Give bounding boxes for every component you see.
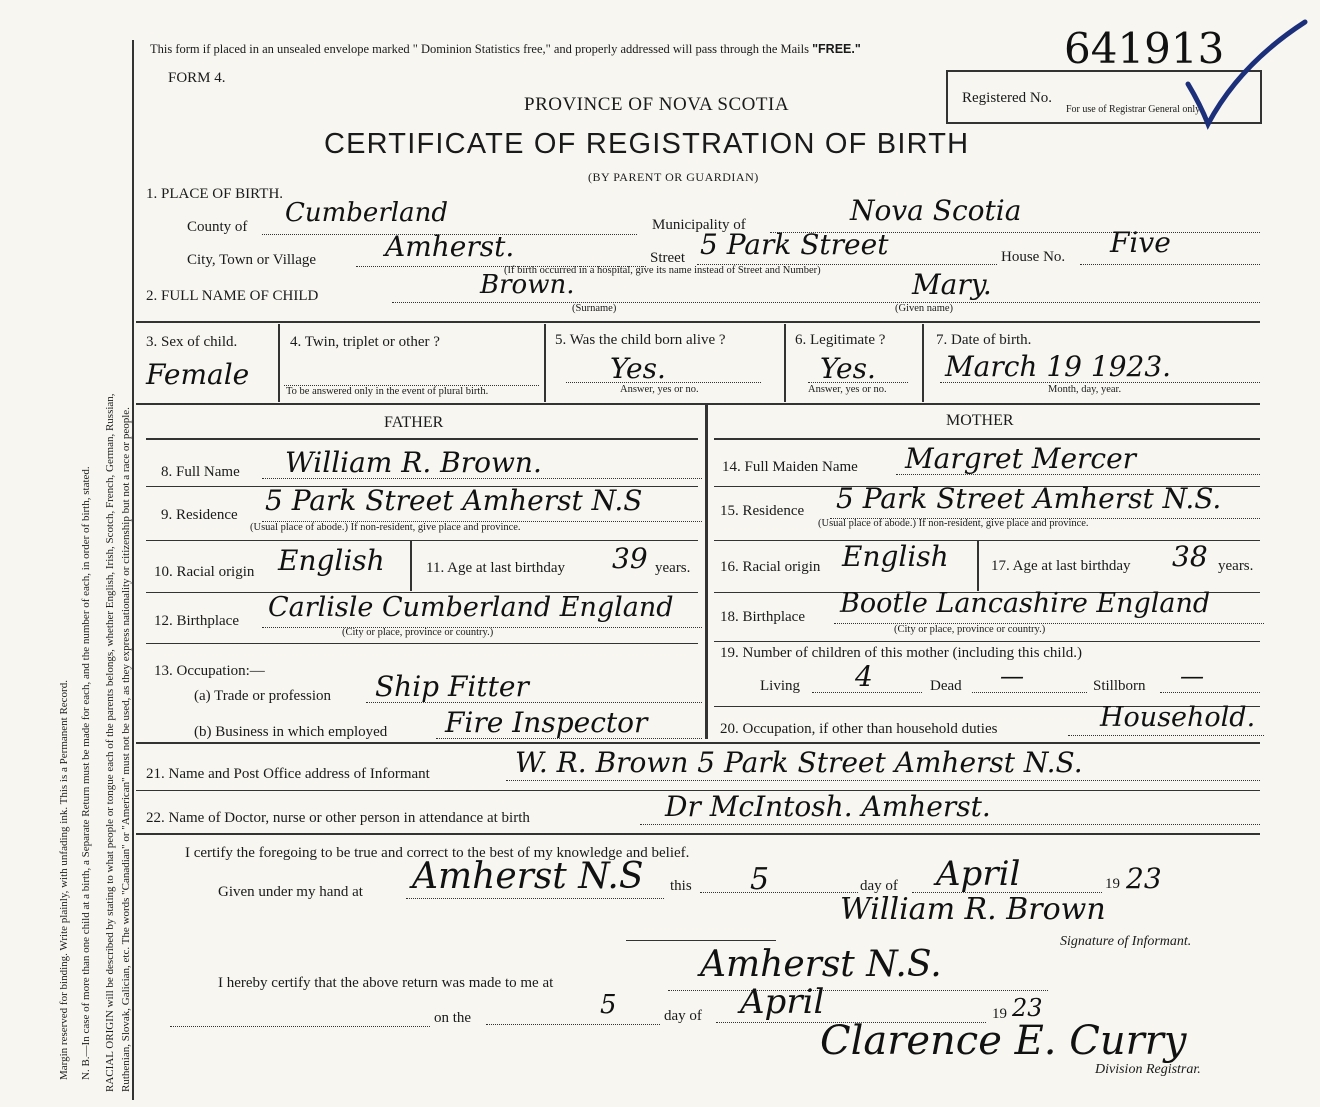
- mother-race-label: 16. Racial origin: [720, 559, 821, 575]
- father-business-value: Fire Inspector: [445, 706, 648, 739]
- registrar-signature: Clarence E. Curry: [820, 1018, 1187, 1064]
- year-value: 23: [1126, 862, 1162, 895]
- father-business-label: (b) Business in which employed: [194, 724, 388, 740]
- legitimate-value: Yes.: [820, 352, 876, 385]
- dob-label: 7. Date of birth.: [936, 332, 1032, 348]
- mother-occupation-line: [1068, 735, 1264, 736]
- short-rule: [626, 940, 776, 941]
- alive-note: Answer, yes or no.: [620, 384, 699, 395]
- margin-note-4: Ruthenian, Slovak, Galician, etc. The words "Canadian" or "American" must not be used, as they express nationality or citizenship but not a race or people.: [120, 407, 132, 1092]
- father-residence-value: 5 Park Street Amherst N.S: [265, 484, 643, 517]
- given-under-label: Given under my hand at: [218, 884, 363, 900]
- row-divider: [714, 641, 1260, 642]
- col-divider: [977, 541, 979, 591]
- reg-year-value: 23: [1012, 994, 1043, 1022]
- father-race-label: 10. Racial origin: [154, 564, 255, 580]
- mother-race-value: English: [842, 540, 949, 573]
- registrar-caption: Division Registrar.: [1095, 1062, 1201, 1077]
- child-surname-value: Brown.: [480, 270, 575, 300]
- city-label: City, Town or Village: [187, 252, 317, 268]
- row-divider: [146, 643, 698, 644]
- given-place-value: Amherst N.S: [412, 856, 644, 897]
- col-divider: [410, 541, 412, 591]
- mother-years-label: years.: [1218, 558, 1254, 574]
- margin-notes: [10, 0, 130, 1107]
- doctor-line: [640, 824, 1260, 825]
- living-value: 4: [855, 660, 873, 693]
- sex-label: 3. Sex of child.: [146, 334, 238, 350]
- living-label: Living: [760, 678, 800, 694]
- col-divider: [544, 324, 546, 402]
- stillborn-value: —: [1180, 662, 1204, 690]
- given-place-line: [406, 898, 664, 899]
- mother-residence-value: 5 Park Street Amherst N.S.: [836, 482, 1222, 515]
- doctor-label: 22. Name of Doctor, nurse or other person in attendance at birth: [146, 810, 530, 826]
- child-name-label: 2. FULL NAME OF CHILD: [146, 288, 319, 304]
- registrar-place-value: Amherst N.S.: [700, 944, 942, 985]
- mother-age-label: 17. Age at last birthday: [991, 558, 1131, 574]
- father-name-label: 8. Full Name: [161, 464, 240, 480]
- dob-value: March 19 1923.: [945, 350, 1172, 383]
- this-label: this: [670, 878, 692, 894]
- mother-heading: MOTHER: [946, 412, 1014, 429]
- mother-name-value: Margret Mercer: [905, 442, 1137, 475]
- row-divider: [146, 540, 698, 541]
- mother-residence-label: 15. Residence: [720, 503, 805, 519]
- mother-name-label: 14. Full Maiden Name: [722, 459, 858, 475]
- house-label: House No.: [1001, 249, 1066, 265]
- twin-label: 4. Twin, triplet or other ?: [290, 334, 440, 350]
- twin-note: To be answered only in the event of plural birth.: [286, 386, 489, 397]
- col-divider: [278, 324, 280, 402]
- row-divider: [136, 833, 1260, 835]
- legitimate-note: Answer, yes or no.: [808, 384, 887, 395]
- father-age-label: 11. Age at last birthday: [426, 560, 565, 576]
- street-value: 5 Park Street: [700, 228, 889, 261]
- informant-label: 21. Name and Post Office address of Informant: [146, 766, 430, 782]
- registrar-statement: I hereby certify that the above return was made to me at: [218, 975, 554, 991]
- margin-note-2: N. B.—In case of more than one child at a birth, a Separate Return must be made for each, and the number of each, in order of birth, stated.: [80, 466, 92, 1080]
- father-residence-label: 9. Residence: [161, 507, 238, 523]
- alive-label: 5. Was the child born alive ?: [555, 332, 726, 348]
- house-line: [1080, 264, 1260, 265]
- father-birthplace-note: (City or place, province or country.): [342, 627, 494, 638]
- margin-rule: [132, 40, 134, 1100]
- mother-occupation-label: 20. Occupation, if other than household duties: [720, 721, 998, 737]
- informant-signature: William R. Brown: [840, 892, 1106, 927]
- reg-month-value: April: [740, 982, 825, 1022]
- father-heading: FATHER: [384, 414, 444, 431]
- stillborn-line: [1160, 692, 1260, 693]
- mother-residence-note: (Usual place of abode.) If non-resident, give place and province.: [818, 518, 1089, 529]
- day-of-label: day of: [860, 878, 898, 894]
- house-value: Five: [1110, 226, 1171, 259]
- mail-note: This form if placed in an unsealed envelope marked " Dominion Statistics free," and properly addressed will pass through the Mails "FREE.": [150, 42, 861, 56]
- registrar-date-lead-line: [170, 1026, 430, 1027]
- day-value: 5: [750, 862, 770, 897]
- mother-children-label: 19. Number of children of this mother (including this child.): [720, 645, 1083, 661]
- reg-day-of-label: day of: [664, 1008, 702, 1024]
- reg-day-line: [486, 1024, 660, 1025]
- father-trade-value: Ship Fitter: [375, 670, 529, 703]
- child-given-value: Mary.: [912, 268, 992, 301]
- father-residence-note: (Usual place of abode.) If non-resident, give place and province.: [250, 522, 521, 533]
- margin-note-3: RACIAL ORIGIN will be described by stating to what people or tongue each of the parents belongs, whether English, Irish, Scotch, French, German, Russian,: [104, 393, 116, 1092]
- father-name-value: William R. Brown.: [285, 446, 542, 479]
- row-divider: [136, 742, 1260, 744]
- father-occupation-label: 13. Occupation:—: [154, 663, 265, 679]
- dob-note: Month, day, year.: [1048, 384, 1122, 395]
- legitimate-label: 6. Legitimate ?: [795, 332, 886, 348]
- city-value: Amherst.: [385, 230, 515, 263]
- surname-note: (Surname): [572, 303, 617, 314]
- dead-label: Dead: [930, 678, 962, 694]
- row-divider: [146, 438, 698, 440]
- row-divider: [136, 321, 1260, 323]
- parents-divider: [705, 403, 708, 739]
- dead-line: [972, 692, 1087, 693]
- given-name-note: (Given name): [895, 303, 954, 314]
- registered-note: For use of Registrar General only.: [1066, 104, 1202, 115]
- county-value: Cumberland: [285, 198, 448, 228]
- street-note: (If birth occurred in a hospital, give its name instead of Street and Number): [504, 265, 821, 276]
- dead-value: —: [1000, 662, 1024, 690]
- form-number: FORM 4.: [168, 70, 226, 86]
- certificate-subtitle: (BY PARENT OR GUARDIAN): [588, 170, 759, 184]
- father-race-value: English: [278, 544, 385, 577]
- place-of-birth-heading: 1. PLACE OF BIRTH.: [146, 186, 284, 202]
- row-divider: [714, 438, 1260, 440]
- alive-value: Yes.: [610, 352, 666, 385]
- reg-year-prefix: 19: [992, 1006, 1007, 1022]
- province-heading: PROVINCE OF NOVA SCOTIA: [524, 94, 790, 115]
- margin-note-1: Margin reserved for binding. Write plainly, with unfading ink. This is a Permanent Record.: [58, 680, 70, 1080]
- mother-occupation-value: Household.: [1100, 702, 1256, 733]
- reg-day-value: 5: [600, 990, 617, 1020]
- father-birthplace-label: 12. Birthplace: [154, 613, 239, 629]
- mother-birthplace-value: Bootle Lancashire England: [840, 588, 1211, 619]
- registered-number: 641913: [1064, 24, 1225, 73]
- mother-birthplace-label: 18. Birthplace: [720, 609, 805, 625]
- street-label: Street: [650, 250, 685, 266]
- father-birthplace-value: Carlisle Cumberland England: [268, 592, 674, 623]
- month-value: April: [936, 854, 1021, 894]
- registrar-place-line: [668, 990, 1048, 991]
- father-trade-label: (a) Trade or profession: [194, 688, 332, 704]
- col-divider: [784, 324, 786, 402]
- municipality-label: Municipality of: [652, 217, 746, 233]
- mother-birthplace-note: (City or place, province or country.): [894, 624, 1046, 635]
- father-age-value: 39: [612, 542, 648, 575]
- informant-line: [506, 780, 1260, 781]
- col-divider: [922, 324, 924, 402]
- municipality-value: Nova Scotia: [850, 194, 1022, 227]
- sex-value: Female: [146, 358, 250, 391]
- signature-caption: Signature of Informant.: [1060, 934, 1192, 949]
- certificate-title: CERTIFICATE OF REGISTRATION OF BIRTH: [324, 128, 970, 160]
- registered-label: Registered No.: [962, 90, 1052, 106]
- child-name-line: [392, 302, 1260, 303]
- doctor-value: Dr McIntosh. Amherst.: [665, 790, 991, 823]
- mother-age-value: 38: [1172, 540, 1208, 573]
- year-prefix: 19: [1105, 876, 1120, 892]
- day-line: [700, 892, 858, 893]
- certify-statement: I certify the foregoing to be true and correct to the best of my knowledge and belief.: [185, 845, 690, 861]
- stillborn-label: Stillborn: [1093, 678, 1146, 694]
- on-the-label: on the: [434, 1010, 472, 1026]
- informant-value: W. R. Brown 5 Park Street Amherst N.S.: [515, 746, 1083, 779]
- checkmark-icon: [1180, 14, 1310, 134]
- county-label: County of: [187, 219, 248, 235]
- father-years-label: years.: [655, 560, 691, 576]
- row-divider: [136, 403, 1260, 405]
